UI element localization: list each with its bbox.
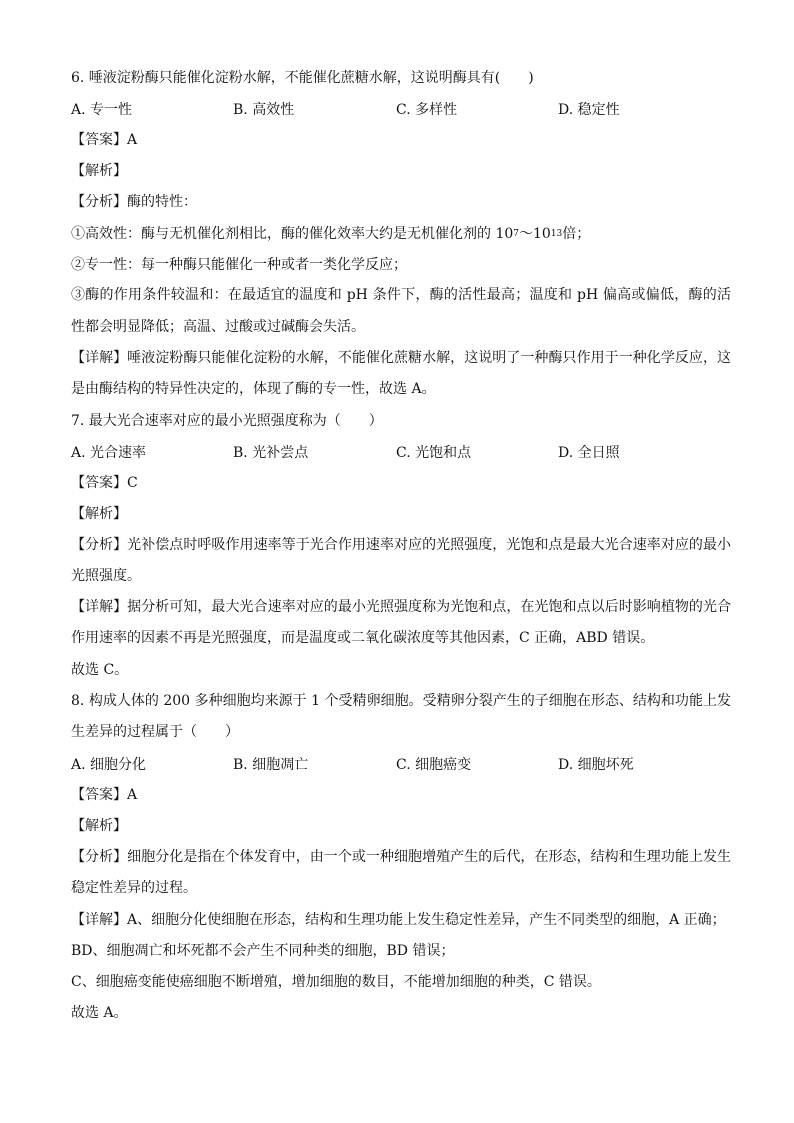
question-8-jiexi: 【解析】 bbox=[71, 818, 127, 835]
question-8-conclusion: 故选 A。 bbox=[71, 1005, 128, 1022]
option-b: B. 高效性 bbox=[233, 101, 295, 118]
question-6-jiexi: 【解析】 bbox=[71, 163, 127, 180]
option-d: D. 稳定性 bbox=[558, 101, 620, 118]
option-b: B. 光补尝点 bbox=[233, 444, 309, 461]
option-a: A. 光合速率 bbox=[71, 444, 147, 461]
point-1-tilde: ～10 bbox=[519, 225, 551, 242]
option-c: C. 细胞癌变 bbox=[396, 756, 472, 773]
question-7-stem: 7. 最大光合速率对应的最小光照强度称为（ ） bbox=[71, 412, 383, 429]
question-8-detail-1: 【详解】A、细胞分化使细胞在形态，结构和生理功能上发生稳定性差异，产生不同类型的细胞，A 正确； bbox=[71, 911, 726, 928]
question-7-answer: 【答案】C bbox=[71, 475, 138, 492]
question-8-stem: 8. 构成人体的 200 多种细胞均来源于 1 个受精卵细胞。受精卵分裂产生的子细胞在形态、结构和功能上发生差异的过程属于（ ） bbox=[71, 692, 731, 741]
question-8-fenxi: 【分析】细胞分化是指在个体发育中，由一个或一种细胞增殖产生的后代，在形态，结构和生理功能上发生稳定性差异的过程。 bbox=[71, 848, 731, 897]
question-6-point-3: ③酶的作用条件较温和：在最适宜的温度和 pH 条件下，酶的活性最高；温度和 pH 偏高或偏低，酶的活性都会明显降低；高温、过酸或过碱酶会失活。 bbox=[71, 287, 731, 335]
option-b: B. 细胞凋亡 bbox=[233, 756, 309, 773]
question-7-jiexi: 【解析】 bbox=[71, 506, 127, 523]
option-a: A. 专一性 bbox=[71, 101, 133, 118]
question-8-detail-3: C、细胞癌变能使癌细胞不断增殖，增加细胞的数目，不能增加细胞的种类，C 错误。 bbox=[71, 974, 601, 991]
question-6-answer: 【答案】A bbox=[71, 131, 138, 148]
option-c: C. 多样性 bbox=[396, 101, 458, 118]
point-1-text: ①高效性：酶与无机催化剂相比，酶的催化效率大约是无机催化剂的 10 bbox=[71, 225, 514, 242]
question-8-answer: 【答案】A bbox=[71, 787, 138, 804]
question-6-point-2: ②专一性：每一种酶只能催化一种或者一类化学反应； bbox=[71, 256, 407, 273]
option-c: C. 光饱和点 bbox=[396, 444, 472, 461]
question-6-options bbox=[71, 93, 731, 124]
point-1-end: 倍； bbox=[562, 225, 591, 242]
question-8-options bbox=[71, 748, 731, 779]
question-7-detail: 【详解】据分析可知，最大光合速率对应的最小光照强度称为光饱和点，在光饱和点以后时影响植物的光合作用速率的因素不再是光照强度，而是温度或二氧化碳浓度等其他因素，C 正确，ABD 错误。 bbox=[71, 599, 731, 647]
question-6-detail: 【详解】唾液淀粉酶只能催化淀粉的水解，不能催化蔗糖水解，这说明了一种酶只作用于一种化学反应，这是由酶结构的特异性决定的，体现了酶的专一性，故选 A。 bbox=[71, 349, 731, 397]
question-7-fenxi: 【分析】光补偿点时呼吸作用速率等于光合作用速率对应的光照强度，光饱和点是最大光合速率对应的最小光照强度。 bbox=[71, 536, 731, 585]
question-7-conclusion: 故选 C。 bbox=[71, 662, 129, 679]
question-7-options bbox=[71, 436, 731, 467]
option-a: A. 细胞分化 bbox=[71, 756, 147, 773]
question-6-point-1: ①高效性：酶与无机催化剂相比，酶的催化效率大约是无机催化剂的 10 7 ～10 13 倍； bbox=[71, 225, 591, 242]
option-d: D. 细胞坏死 bbox=[558, 756, 634, 773]
question-6-stem: 6. 唾液淀粉酶只能催化淀粉水解，不能催化蔗糖水解，这说明酶具有( ) bbox=[71, 69, 534, 86]
option-d: D. 全日照 bbox=[558, 444, 620, 461]
question-8-detail-2: BD、细胞凋亡和坏死都不会产生不同种类的细胞，BD 错误； bbox=[71, 943, 455, 960]
document-page bbox=[71, 62, 731, 1029]
question-6-fenxi: 【分析】酶的特性： bbox=[71, 194, 197, 211]
